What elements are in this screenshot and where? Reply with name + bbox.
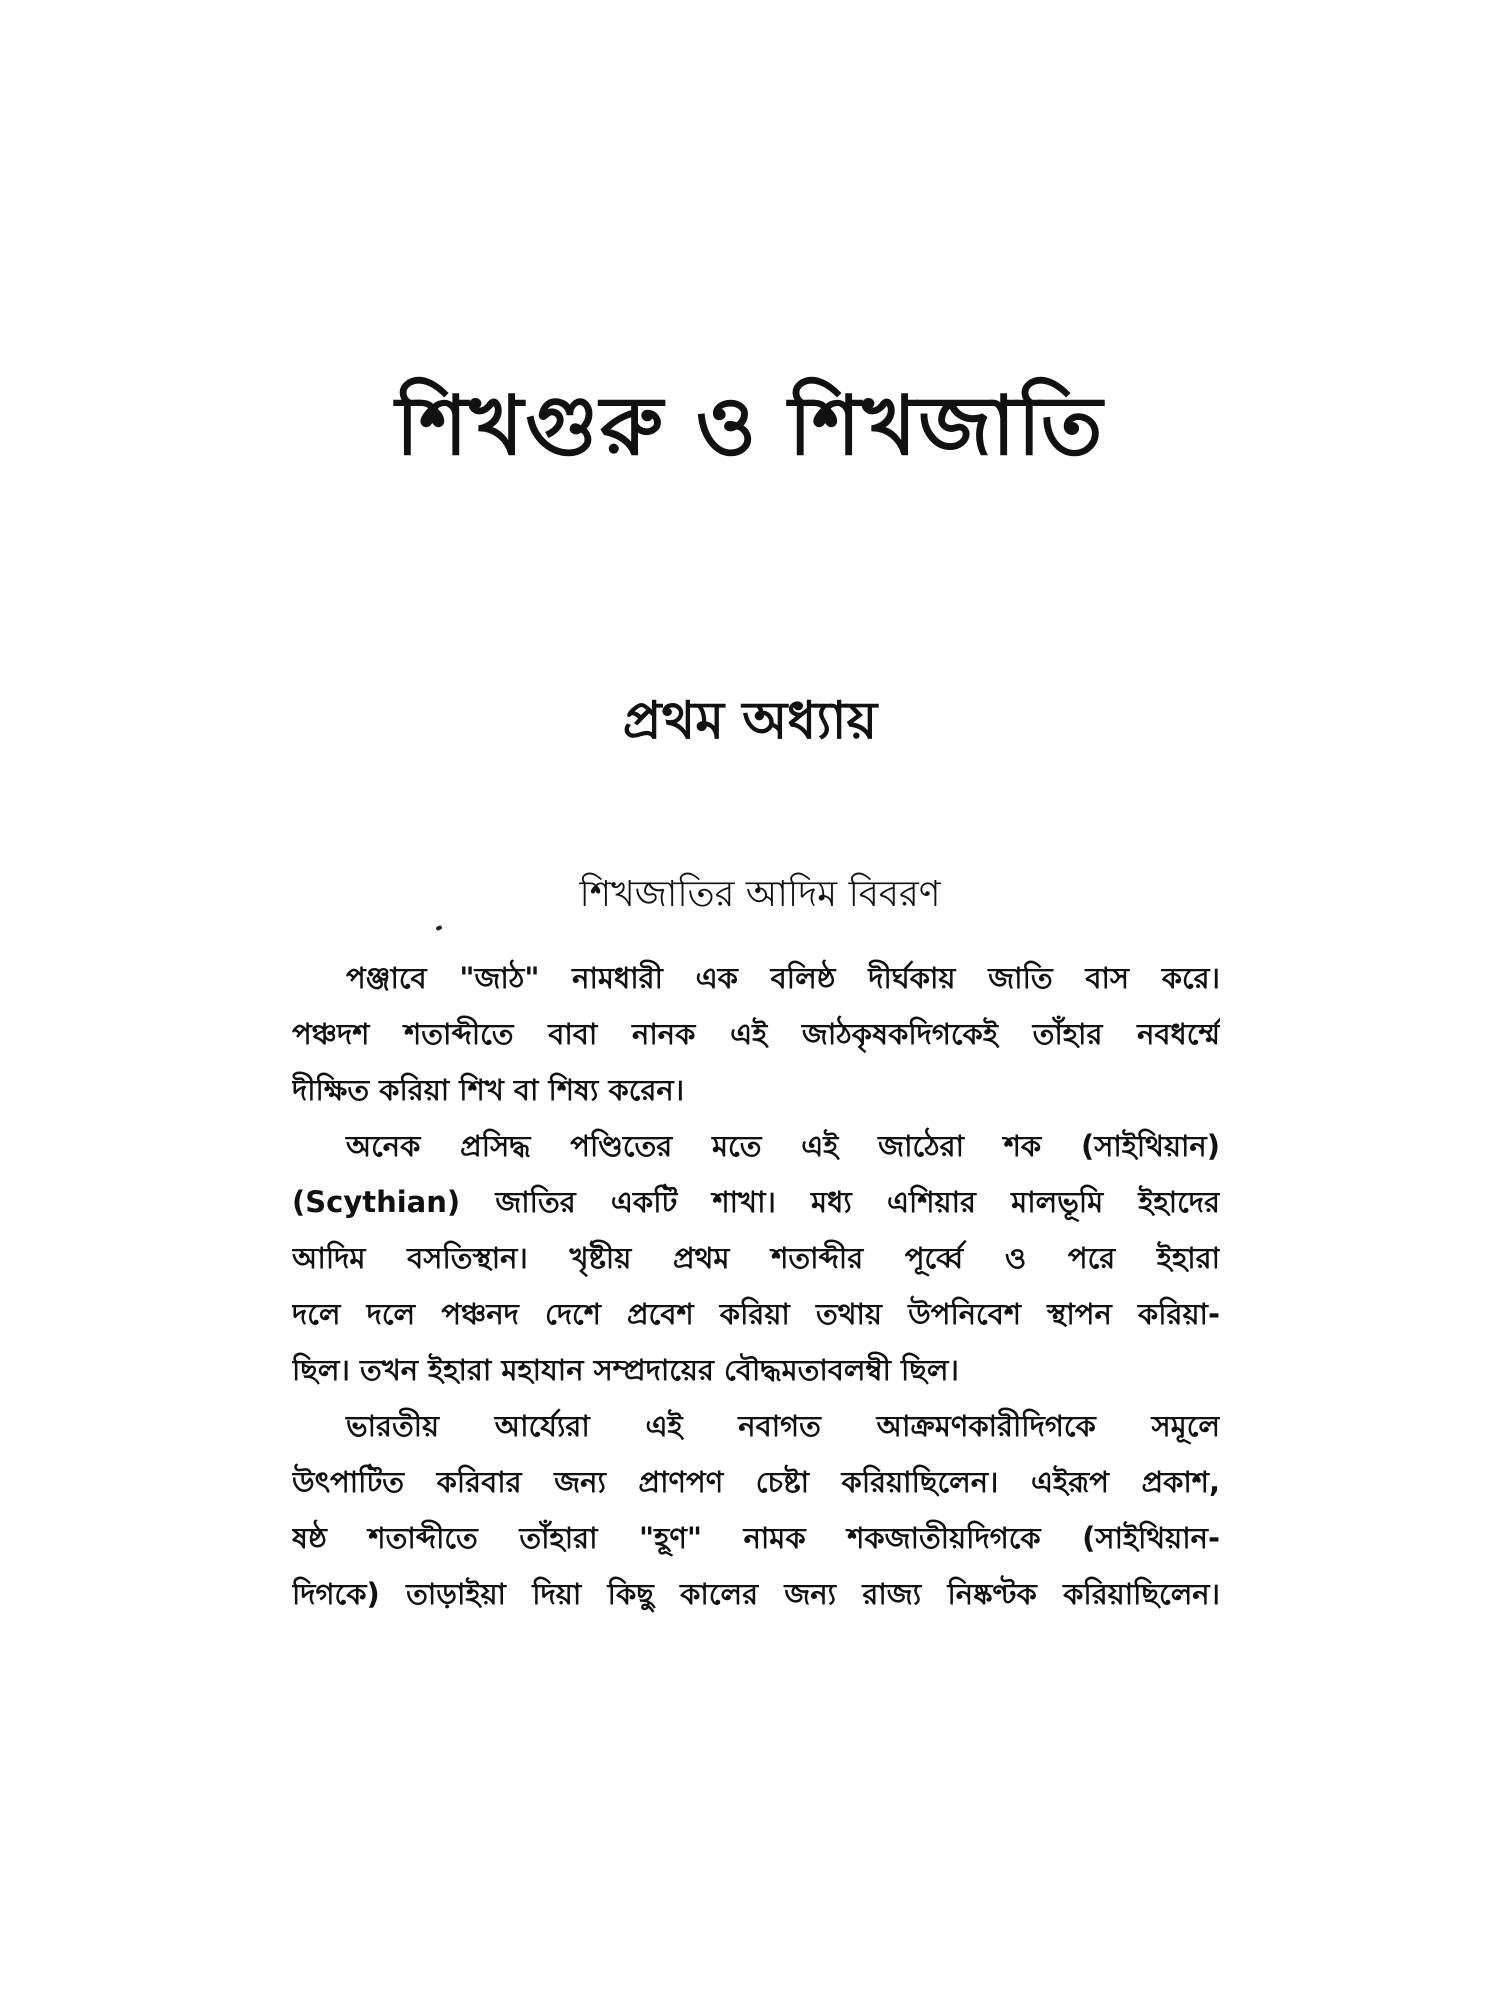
text-line: (Scythian) জাতির একটি শাখা। মধ্য এশিয়ার মালভূমি ইহাদের bbox=[292, 1185, 1220, 1219]
text-line: পঞ্জাবে "জাঠ" নামধারী এক বলিষ্ঠ দীর্ঘকায় জাতি বাস করে। bbox=[346, 961, 1220, 995]
chapter-heading: প্রথম অধ্যায় bbox=[622, 691, 878, 751]
text-line: দীক্ষিত করিয়া শিখ বা শিষ্য করেন। bbox=[292, 1073, 685, 1107]
text-line: উৎপাটিত করিবার জন্য প্রাণপণ চেষ্টা করিয়াছিলেন। এইরূপ প্রকাশ, bbox=[292, 1465, 1220, 1499]
text-line: দিগকে) তাড়াইয়া দিয়া কিছু কালের জন্য রাজ্য নিষ্কণ্টক করিয়াছিলেন। bbox=[292, 1577, 1220, 1611]
text-line: ষষ্ঠ শতাব্দীতে তাঁহারা "হূণ" নামক শকজাতীয়দিগকে (সাইথিয়ান- bbox=[292, 1521, 1220, 1555]
text-line: ছিল। তখন ইহারা মহাযান সম্প্রদায়ের বৌদ্ধমতাবলম্বী ছিল। bbox=[292, 1353, 959, 1387]
text-line: দলে দলে পঞ্চনদ দেশে প্রবেশ করিয়া তথায় উপনিবেশ স্থাপন করিয়া- bbox=[292, 1297, 1220, 1331]
body-text bbox=[292, 950, 1220, 1622]
text-line: অনেক প্রসিদ্ধ পণ্ডিতের মতে এই জাঠেরা শক (সাইথিয়ান) bbox=[346, 1129, 1220, 1163]
section-heading: শিখজাতির আদিম বিবরণ bbox=[579, 874, 941, 915]
text-line: আদিম বসতিস্থান। খৃষ্টীয় প্রথম শতাব্দীর পূর্ব্বে ও পরে ইহারা bbox=[292, 1241, 1220, 1275]
text-line: পঞ্চদশ শতাব্দীতে বাবা নানক এই জাঠকৃষকদিগকেই তাঁহার নবধর্ম্মে bbox=[292, 1017, 1220, 1051]
book-title: শিখগুরু ও শিখজাতি bbox=[395, 379, 1105, 474]
stray-ink-mark bbox=[435, 925, 442, 931]
text-line: ভারতীয় আর্য্যেরা এই নবাগত আক্রমণকারীদিগকে সমূলে bbox=[346, 1409, 1220, 1443]
